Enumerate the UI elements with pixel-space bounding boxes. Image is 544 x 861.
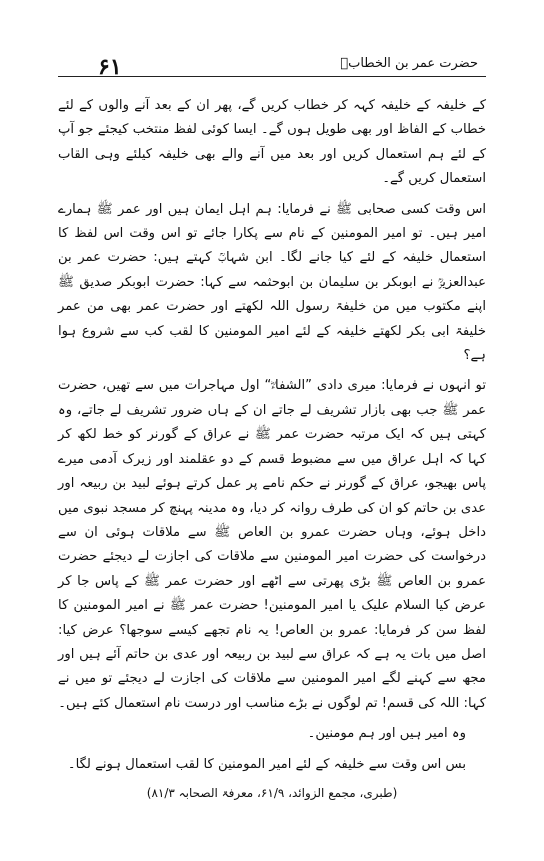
page-header xyxy=(58,46,486,80)
reference-citation: (طبری، مجمع الزوائد، ۶۱/۹، معرفۃ الصحابہ ۸۱/۳) xyxy=(146,785,398,800)
page-number: ۶۱ xyxy=(98,54,122,80)
closing-line: وہ امیر ہیں اور ہم مومنین۔ xyxy=(307,726,466,742)
paragraph: تو انہوں نے فرمایا: میری دادی ”الشفاءؓ“ اول مہاجرات میں سے تھیں، حضرت عمر ﷺ جب بھی بازار تشریف لے جاتے ان کے ہاں ضرور تشریف لے جاتے، وہ کہتی ہیں کہ ایک مرتبہ حضرت عمر ﷺ نے عراق کے گورنر کو خط لکھ کر کہا کہ اہل عراق میں سے مضبوط قسم کے دو عقلمند اور زیرک آدمی میرے پاس بھیجو، عراق کے گورنر نے حکم نامے پر عمل کرتے ہوئے لبید بن ربیعہ اور عدی بن حاتم کو ان کی طرف روانہ کر دیا، وہ مدینہ پہنچ کر مسجد نبوی میں داخل ہوئے، وہاں حضرت عمرو بن العاص ﷺ سے ملاقات ہوئی ان سے درخواست کی حضرت امیر المومنین سے ملاقات کی اجازت لے دیجئے حضرت عمرو بن العاص ﷺ بڑی پھرتی سے اٹھے اور حضرت عمر ﷺ کے پاس جا کر عرض کیا السلام علیک یا امیر المومنین! حضرت عمر ﷺ نے امیر المومنین کا لفظ سن کر فرمایا: عمرو بن العاص! یہ نام تجھے کیسے سوجھا؟ عرض کیا: اصل میں بات یہ ہے کہ عراق سے لبید بن ربیعہ اور عدی بن حاتم آئے ہیں اور مجھ سے کہنے لگے امیر المومنین سے ملاقات کی اجازت لے دیجئے تو میں نے کہا: اللہ کی قسم! تم لوگوں نے بڑے مناسب اور درست نام استعمال کئے ہیں۔ xyxy=(58,378,486,711)
closing-line: بس اس وقت سے خلیفہ کے لئے امیر المومنین کا لقب استعمال ہونے لگا۔ xyxy=(67,756,466,772)
paragraph: کے خلیفہ کے خلیفہ کہہ کر خطاب کریں گے، پھر ان کے بعد آنے والوں کے لئے خطاب کے الفاظ اور بھی طویل ہوں گے۔ ایسا کوئی لفظ منتخب کیجئے جو آپ کے لئے ہم استعمال کریں اور بعد میں آنے والے بھی خلیفہ کیلئے وہی القاب استعمال کریں گے۔ xyxy=(58,98,486,187)
running-title: حضرت عمر بن الخطابؓ xyxy=(340,56,478,71)
body-text xyxy=(58,94,486,803)
paragraph: اس وقت کسی صحابی ﷺ نے فرمایا: ہم اہل ایمان ہیں اور عمر ﷺ ہمارے امیر ہیں۔ تو امیر المومنین کے نام سے پکارا جائے تو اس وقت اس لفظ کا استعمال خلیفہ کے لئے کیا جانے لگا۔ ابن شہابؒ کہتے ہیں: حضرت عمر بن عبدالعزیزؒ نے ابوبکر بن سلیمان بن ابوحثمہ سے کہا: حضرت ابوبکر صدیق ﷺ اپنے مکتوب میں من خلیفۃ رسول اللہ لکھتے اور حضرت عمر بھی من عمر خلیفۃ ابی بکر لکھتے خلیفہ کے لئے امیر المومنین کا لقب کب سے شروع ہوا ہے؟ xyxy=(58,201,486,364)
